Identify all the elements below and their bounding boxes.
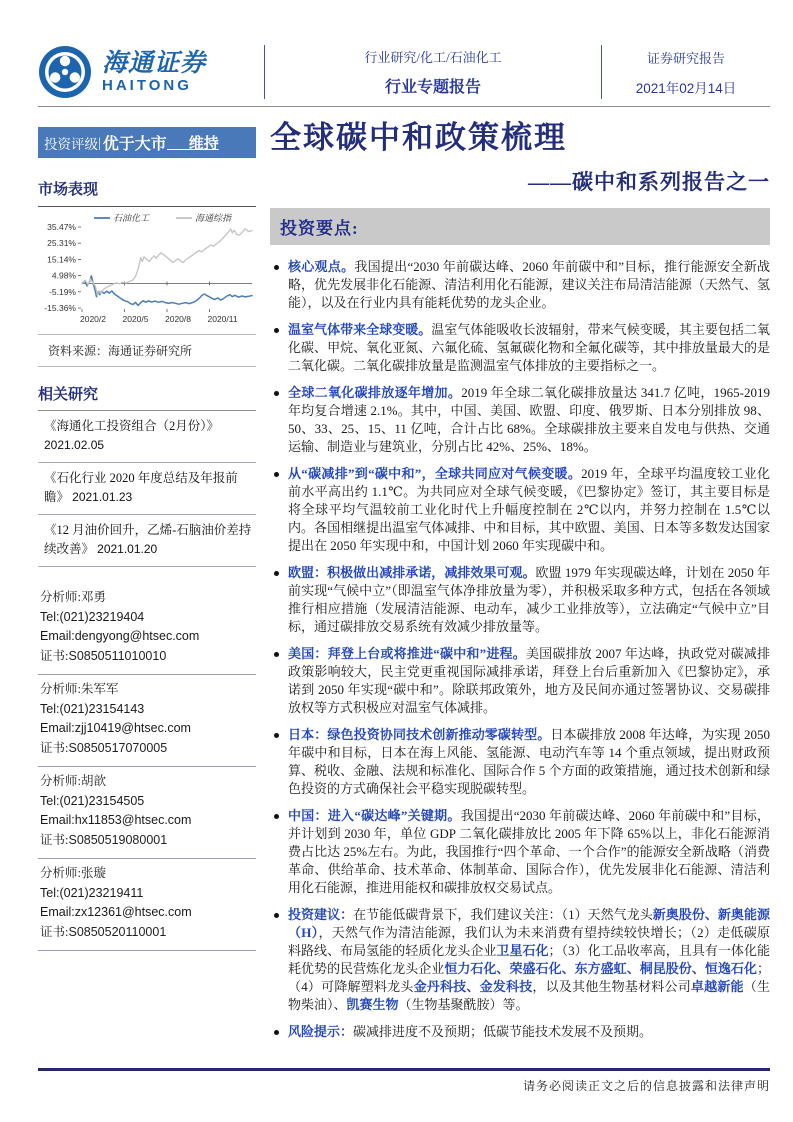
bullet-text [288,384,770,456]
bullet-lead: 中国：进入“碳达峰”关键期。 [288,808,461,823]
bullet-text [288,258,770,312]
rating-badge [38,127,256,158]
investment-points-label: 投资要点: [280,219,359,238]
bullet-lead: 温室气体带来全球变暖。 [288,322,432,337]
page-title: 全球碳中和政策梳理 [270,120,567,155]
analyst-name: 分析师:张璇 [40,866,106,880]
svg-text:15.14%: 15.14% [47,254,76,265]
svg-text:海通综指: 海通综指 [195,213,232,223]
analyst-cert: 证书:S0850520110001 [40,924,167,939]
analyst-tel: Tel:(021)23154505 [40,793,145,808]
brand-name-cn: 海通证券 [102,49,207,77]
bullet-icon [274,733,279,738]
bullet-text [288,807,770,897]
analyst-email: Email:hx11853@htsec.com [40,813,192,827]
bullet-body: 碳减排进度不及预期；低碳节能技术发展不及预期。 [353,1024,653,1039]
svg-text:-5.19%: -5.19% [49,286,76,297]
svg-text:2020/5: 2020/5 [122,314,149,324]
sidebar [38,118,256,1050]
page-footer [38,1068,770,1094]
bullet-body: 我国提出“2030 年前碳达峰、2060 年前碳中和”目标，并计划到 2030 年，单位 GDP 二氧化碳排放比 2005 年下降 65%以上，非化石能源消费占比达 25%左右。为此，我国推行“四个革命、一个合作”的能源安全新战略（消费革命、供给革命、技术革命、体制革命、国际合作），优先发展非化石能源、清洁利用化石能源，推进用能权和碳排放权交易试点。 [288,808,770,895]
analyst-name: 分析师:朱军军 [40,682,119,696]
rating-label: 投资评级 [44,136,98,152]
bullet-lead: 核心观点。 [288,259,355,274]
bullet-icon [274,913,279,918]
bullet-body: 日本碳排放 2008 年达峰，为实现 2050 年碳中和目标，日本在海上风能、氢能源、电动汽车等 14 个重点领域，提出财政预算、税收、金融、法规和标准化、国际合作 5 个方面的政策措施，通过技术创新和绿色投资的方式确保社会平稳实现脱碳转型。 [288,727,770,796]
market-performance-chart [38,211,256,329]
bullet-lead: 美国：拜登上台或将推进“碳中和”进程。 [288,646,526,661]
investment-point [270,564,770,636]
svg-text:石油化工: 石油化工 [113,213,150,223]
bullet-lead: 日本：绿色投资协同技术创新推动零碳转型。 [288,727,551,742]
bullet-text [288,726,770,798]
industry-breadcrumb: 行业研究/化工/石油化工 [364,50,502,65]
bullet-body: 我国提出“2030 年前碳达峰、2060 年前碳中和”目标，推行能源安全新战略，优先发展非化石能源、清洁利用化石能源，建议关注布局清洁能源（天然气、氢能），以及在行业内具有能耗优势的龙头企业。 [288,259,770,310]
analyst-card [38,675,256,767]
bullet-body: 温室气体能吸收长波辐射，带来气候变暖，其主要包括二氧化碳、甲烷、氧化亚氮、六氟化硫、氢氟碳化物和全氟化碳等，其中排放量最大的是二氧化碳。二氧化碳排放量是监测温室气体排放的主要指标之一。 [288,322,770,373]
bullet-lead: 全球二氧化碳排放逐年增加。 [288,385,462,400]
report-type: 行业专题报告 [384,79,481,96]
footer-rule [38,1068,770,1071]
related-research-link[interactable]: 《海通化工投资组合（2月份）》 [44,419,220,433]
investment-point [270,906,770,1014]
svg-text:25.31%: 25.31% [47,238,76,249]
rating-underline [167,136,189,150]
related-research-item[interactable] [38,463,256,515]
analyst-email: Email:zx12361@htsec.com [40,905,192,919]
haitong-logo [38,45,264,99]
rating-value: 优于大市 [102,136,167,153]
related-research-date: 2021.01.20 [97,542,158,556]
header-meta [602,48,770,97]
analyst-email: Email:dengyong@htsec.com [40,629,200,643]
analyst-tel: Tel:(021)23219411 [40,885,144,900]
rating-status: 维持 [188,136,219,152]
bullet-body: 欧盟 1979 年实现碳达峰，计划在 2050 年前实现“气候中立”（即温室气体净排放量为零），并积极采取多种方式，包括在各领域推行相应措施（发展清洁能源、电动车，减少工业排放等），立法确定“气候中立”目标，通过碳排放交易系统有效减少排放量等。 [288,565,770,634]
bullet-icon [274,571,279,576]
bullet-text [288,321,770,375]
header-rule [38,106,770,107]
analyst-card [38,767,256,859]
bullet-icon [274,328,279,333]
haitong-logo-icon [38,45,92,99]
header-category [265,47,601,97]
related-research-item[interactable] [38,515,256,567]
bullet-text [288,645,770,717]
investment-point [270,645,770,717]
bullet-lead: 风险提示： [288,1024,354,1039]
bullet-lead: 从“碳减排”到“碳中和”，全球共同应对气候变暖。 [288,466,582,481]
svg-text:2020/8: 2020/8 [165,314,191,324]
analyst-card [38,583,256,675]
bullet-icon [274,1030,279,1035]
analyst-cert: 证书:S0850511010010 [40,648,167,663]
related-research-link[interactable]: 《12 月油价回升，乙烯-石脑油价差持续改善》 [44,523,252,556]
main-content [256,118,770,1050]
bullet-body: 美国碳排放 2007 年达峰，执政党对碳减排政策影响较大，民主党更重视国际减排承诺，拜登上台后重新加入《巴黎协定》，承诺到 2050 年实现“碳中和”。除联邦政策外，地方及民间亦通过签署协议、交易碳排放权等方式积极应对温室气体减排。 [288,646,770,715]
investment-point [270,321,770,375]
svg-text:-15.36%: -15.36% [44,303,76,313]
investment-point [270,465,770,555]
report-header [38,38,770,106]
analyst-email: Email:zjj10419@htsec.com [40,721,191,735]
chart-source: 资料来源：海通证券研究所 [48,344,193,358]
analyst-name: 分析师:邓勇 [40,590,106,604]
bullet-text [288,564,770,636]
report-date: 2021年02月14日 [635,80,737,96]
investment-point [270,726,770,798]
bullet-body: 在节能低碳背景下，我们建议关注：（1）天然气龙头新奥股份、新奥能源（H），天然气作为清洁能源，我们认为未来消费有望持续较快增长；（2）走低碳原料路线、布局氢能的轻质化龙头企业卫星石化；（3）化工品收率高，且具有一体化能耗优势的民营炼化龙头企业恒力石化、荣盛石化、东方盛虹、桐昆股份、恒逸石化；（4）可降解塑料龙头金丹科技、金发科技，以及其他生物基材料公司卓越新能（生物柴油）、凯赛生物（生物基聚酰胺）等。 [288,907,770,1012]
divider [38,366,256,367]
bullet-lead: 欧盟：积极做出减排承诺，减排效果可观。 [288,565,536,580]
analyst-tel: Tel:(021)23219404 [40,609,145,624]
bullet-text [288,906,770,1014]
investment-point [270,807,770,897]
svg-text:35.47%: 35.47% [47,222,76,232]
bullet-icon [274,814,279,819]
svg-text:2020/2: 2020/2 [80,314,106,324]
bullet-body: 2019 年，全球平均温度较工业化前水平高出约 1.1℃。为共同应对全球气候变暖，《巴黎协定》签订，其主要目标是将全球平均气温较前工业化时代上升幅度控制在 2℃以内，并努力控制在 1.5℃以内。各国相继提出温室气体减排、中和目标，其中欧盟、美国、日本等多数发达国家提出在 2050 年实现中和，中国计划 2060 年实现碳中和。 [288,466,770,553]
svg-text:2020/11: 2020/11 [207,314,238,324]
bullet-text [288,1023,770,1041]
investment-points-list [270,258,770,1041]
related-research-date: 2021.02.05 [44,438,105,452]
related-research-link[interactable]: 《石化行业 2020 年度总结及年报前瞻》 [44,471,238,504]
rating-divider: | [98,134,101,150]
market-performance-title: 市场表现 [38,182,99,198]
analyst-cert: 证书:S0850517070005 [40,740,168,755]
related-research-list [38,411,256,567]
investment-point [270,1023,770,1041]
bullet-icon [274,652,279,657]
bullet-text [288,465,770,555]
related-research-date: 2021.01.23 [72,490,133,504]
svg-text:4.98%: 4.98% [51,270,76,281]
divider [38,206,256,207]
bullet-icon [274,472,279,477]
bullet-lead: 投资建议： [288,907,354,922]
bullet-icon [274,265,279,270]
analyst-list [38,583,256,951]
brand-name-en: HAITONG [102,76,192,94]
related-research-title: 相关研究 [38,387,99,403]
related-research-item[interactable] [38,411,256,463]
page-subtitle: ——碳中和系列报告之一 [528,170,770,194]
investment-points-header [270,208,770,245]
analyst-cert: 证书:S0850519080001 [40,832,168,847]
bullet-icon [274,391,279,396]
footer-disclaimer: 请务必阅读正文之后的信息披露和法律声明 [522,1079,770,1093]
analyst-tel: Tel:(021)23154143 [40,701,145,716]
analyst-card [38,859,256,951]
report-series-label: 证券研究报告 [646,50,725,66]
analyst-name: 分析师:胡歆 [40,774,106,788]
bullet-body: 2019 年全球二氧化碳排放量达 341.7 亿吨，1965-2019 年均复合增速 2.1%。其中，中国、美国、欧盟、印度、俄罗斯、日本分别排放 98、50、33、25、15、11 亿吨，合计占比 68%。全球碳排放主要来自发电与供热、交通运输、制造业与建筑业，分别占比 42%、25%、18%。 [288,385,770,454]
investment-point [270,258,770,312]
investment-point [270,384,770,456]
